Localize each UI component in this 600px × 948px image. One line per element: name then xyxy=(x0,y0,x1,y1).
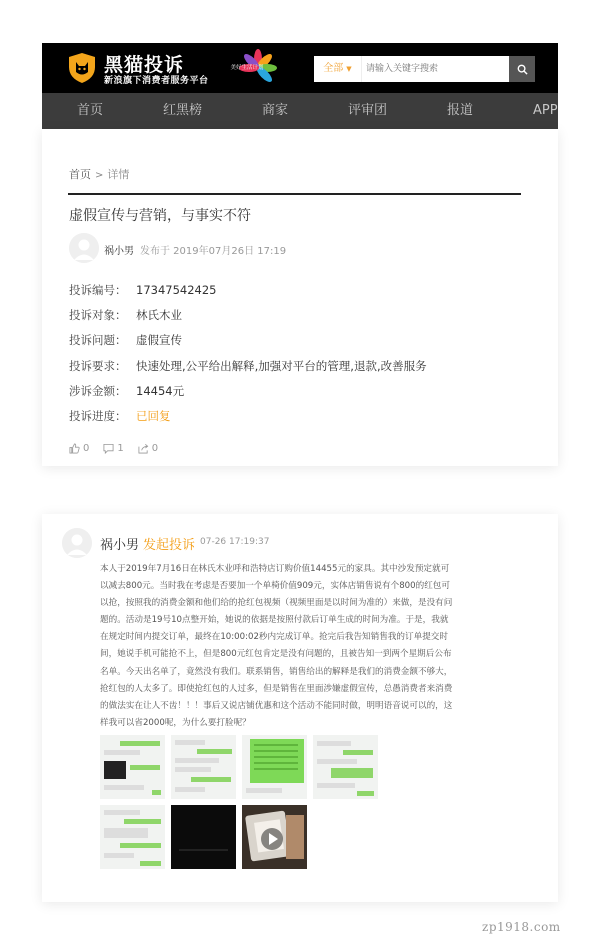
info-label: 投诉问题： xyxy=(69,333,127,347)
like-button[interactable] xyxy=(69,443,89,454)
caret-down-icon: ▼ xyxy=(346,65,352,73)
info-row-progress xyxy=(69,408,171,424)
comment-icon xyxy=(103,443,114,454)
attachment-thumbnail[interactable] xyxy=(242,735,307,799)
info-value: 17347542425 xyxy=(136,283,217,297)
like-count: 0 xyxy=(83,443,90,454)
chat-screenshot-image xyxy=(100,735,165,799)
info-label: 投诉进度： xyxy=(69,409,127,423)
dark-video-image xyxy=(171,805,236,869)
info-label: 投诉对象： xyxy=(69,308,127,322)
posted-time: 发布于 2019年07月26日 17:19 xyxy=(140,246,287,257)
attachment-thumbnail[interactable] xyxy=(100,735,165,799)
attachment-thumbnail[interactable] xyxy=(100,805,165,869)
complaint-time: 07-26 17:19:37 xyxy=(200,537,270,547)
logo-subtitle: 新浪旗下消费者服务平台 xyxy=(104,76,209,86)
breadcrumb-home[interactable]: 首页 xyxy=(69,168,91,181)
user-avatar-icon xyxy=(69,233,99,263)
info-row-issue xyxy=(69,332,182,348)
search-scope-select[interactable]: 全部 ▼ xyxy=(314,56,362,82)
nav-jury[interactable]: 评审团 xyxy=(348,103,388,118)
avatar[interactable] xyxy=(62,528,92,558)
info-value: 虚假宣传 xyxy=(136,333,182,347)
info-value[interactable]: 林氏木业 xyxy=(136,308,182,322)
avatar[interactable] xyxy=(69,233,99,263)
attachment-thumbnail[interactable] xyxy=(242,805,307,869)
share-icon xyxy=(138,443,149,454)
cat-shield-logo-icon[interactable] xyxy=(68,52,96,84)
watermark-text: zp1918.com xyxy=(482,920,561,934)
nav-app[interactable]: APP xyxy=(533,103,558,118)
info-value: 14454元 xyxy=(136,384,185,398)
status-badge: 已回复 xyxy=(136,409,171,423)
complaint-body: 本人于2019年7月16日在林氏木业呼和浩特店订购价值14455元的家具。其中沙发预定就可以减去800元。当时我在考虑是否要加一个单椅价值909元，实体店销售说有个800的红包可以抢，按照我的消费金额和他们给的抢红包视频（视频里面是以时间为准的）来做，是没有问题的。活动是19号10点整开始，她说的依据是按照付款后订单生成的时间为准。于是，我就在规定时间内提交订单，最终在10:00:02秒内完成订单。抢完后我告知销售我的订单提交时间，她说手机可能抢不上，但是800元红包肯定是没有问题的，且被告知一到两个星期后公布名单。今天出名单了，竟然没有我们。联系销售，销售给出的解释是我们的消费金额不够大，抢红包的人太多了。即使抢红包的人过多，但是销售在里面涉嫌虚假宣传，总愚消费者来消费的做法实在让人不齿！！！事后又说店铺优惠和这个活动不能同时做，明明语音说可以的，这样我可以省2000呢，为什么要打脸呢？ xyxy=(100,564,453,728)
info-label: 投诉编号： xyxy=(69,283,127,297)
complaint-detail-card xyxy=(42,129,558,466)
breadcrumb-separator: > xyxy=(95,170,104,181)
author-name[interactable]: 祸小男 xyxy=(104,246,134,257)
share-count: 0 xyxy=(151,443,159,454)
info-row-request xyxy=(69,358,427,374)
info-row-id xyxy=(69,282,216,298)
complaint-action: 发起投诉 xyxy=(143,538,196,553)
complainant-name[interactable]: 祸小男 xyxy=(100,538,140,553)
info-row-amount xyxy=(69,383,184,399)
attachment-thumbnail[interactable] xyxy=(171,735,236,799)
search-bar xyxy=(314,56,535,82)
chat-screenshot-image xyxy=(242,735,307,799)
video-thumbnail-image xyxy=(242,805,307,869)
partner-text: 美好生活计划 xyxy=(230,65,264,71)
engagement-stats xyxy=(69,443,158,454)
complaint-title: 虚假宣传与营销，与事实不符 xyxy=(69,208,251,224)
site-header xyxy=(42,43,558,93)
search-input[interactable] xyxy=(366,56,506,82)
info-row-target xyxy=(69,307,182,323)
chat-screenshot-image xyxy=(313,735,378,799)
info-label: 涉诉金额： xyxy=(69,384,127,398)
share-button[interactable] xyxy=(138,443,158,454)
comment-count: 1 xyxy=(117,443,124,454)
chat-screenshot-image xyxy=(100,805,165,869)
title-divider xyxy=(68,193,521,195)
thumbs-up-icon xyxy=(69,443,80,454)
user-avatar-icon xyxy=(62,528,92,558)
complaint-timeline-card xyxy=(42,514,558,902)
info-label: 投诉要求： xyxy=(69,359,127,373)
nav-home[interactable]: 首页 xyxy=(77,103,104,118)
breadcrumb xyxy=(69,166,129,182)
chat-screenshot-image xyxy=(171,735,236,799)
nav-merchants[interactable]: 商家 xyxy=(262,103,289,118)
nav-reports[interactable]: 报道 xyxy=(447,103,474,118)
info-value: 快速处理,公平给出解释,加强对平台的管理,退款,改善服务 xyxy=(136,359,427,373)
logo-title[interactable]: 黑猫投诉 xyxy=(104,54,185,76)
main-nav xyxy=(42,93,558,129)
comment-button[interactable] xyxy=(103,443,123,454)
attachment-thumbnail[interactable] xyxy=(171,805,236,869)
attachment-thumbnail[interactable] xyxy=(313,735,378,799)
search-icon xyxy=(517,64,528,75)
breadcrumb-current: 详情 xyxy=(107,168,130,181)
nav-ranking[interactable]: 红黑榜 xyxy=(163,103,203,118)
search-button[interactable] xyxy=(509,56,535,82)
